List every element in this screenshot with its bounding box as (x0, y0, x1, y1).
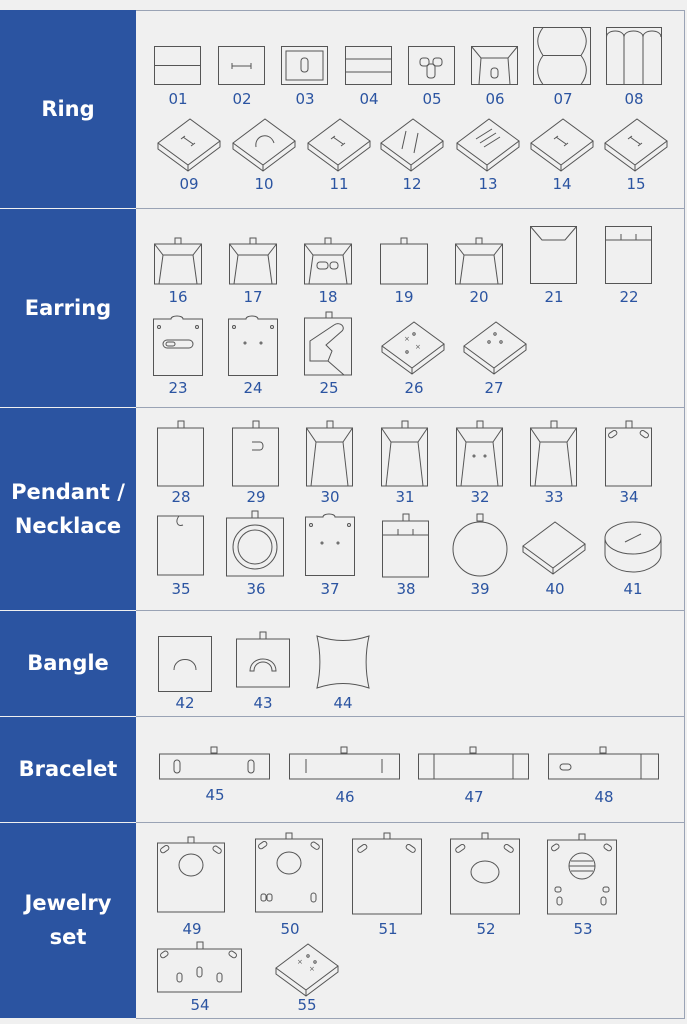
bracelet-bar-pin-icon (289, 746, 401, 782)
pendant-round-card-icon (452, 513, 508, 579)
item-number: 18 (318, 288, 338, 306)
label-separator (0, 208, 136, 209)
item-number: 22 (619, 288, 639, 306)
item-number: 54 (190, 996, 210, 1014)
pendant-card-trapezoid-icon (306, 420, 356, 488)
pendant-box-3d-icon (522, 520, 588, 574)
category-label-jewelry-set: Jewelry set (0, 822, 136, 1018)
item-number: 23 (168, 379, 188, 397)
svg-text:×: × (415, 343, 421, 351)
item-number: 38 (396, 580, 416, 598)
earring-card-notch-icon (228, 315, 280, 377)
item-number: 30 (320, 488, 340, 506)
svg-text:×: × (404, 335, 410, 343)
pendant-card-plain-icon (157, 420, 207, 488)
pendant-card-hook-icon (157, 513, 207, 577)
ring-box-slot-icon (307, 117, 371, 171)
pendant-round-box-icon (603, 520, 665, 576)
item-number: 53 (573, 920, 593, 938)
pendant-card-fold-icon (530, 420, 580, 488)
ring-box-double-icon (380, 117, 444, 171)
item-number: 45 (205, 786, 225, 804)
pendant-card-loop-icon (232, 420, 282, 488)
ring-framed-slot-icon (281, 46, 329, 86)
bangle-card-arch-icon (158, 636, 214, 692)
item-number: 09 (179, 175, 199, 193)
pendant-card-corner-icon (605, 420, 655, 488)
item-number: 15 (626, 175, 646, 193)
label-separator (0, 716, 136, 717)
item-number: 27 (484, 379, 504, 397)
set-card-chain-icon (352, 832, 424, 916)
ring-double-slot-icon (345, 46, 393, 86)
item-number: 26 (404, 379, 424, 397)
category-label-bracelet: Bracelet (0, 716, 136, 822)
svg-text:×: × (309, 965, 315, 973)
pendant-card-ring-icon (226, 510, 286, 578)
ring-box-3d-icon (157, 117, 221, 171)
ring-box-arch-icon (232, 117, 296, 171)
item-number: 19 (394, 288, 414, 306)
ring-box-bar-icon (530, 117, 594, 171)
item-number: 40 (545, 580, 565, 598)
item-number: 16 (168, 288, 188, 306)
set-card-oval-icon (450, 832, 522, 916)
ring-tall-wave-icon (533, 27, 593, 87)
set-card-clips-icon (255, 832, 325, 916)
item-number: 13 (478, 175, 498, 193)
earring-tall-pocket-icon (605, 226, 655, 286)
item-number: 24 (243, 379, 263, 397)
item-number: 10 (254, 175, 274, 193)
bangle-pillow-icon (315, 634, 373, 692)
item-number: 01 (168, 90, 188, 108)
item-number: 31 (395, 488, 415, 506)
row-content-bangle (136, 610, 685, 716)
item-number: 49 (182, 920, 202, 938)
item-number: 35 (171, 580, 191, 598)
item-number: 47 (464, 788, 484, 806)
item-number: 28 (171, 488, 191, 506)
item-number: 20 (469, 288, 489, 306)
category-label-ring: Ring (0, 10, 136, 208)
earring-card-flat-icon (380, 237, 430, 285)
earring-tall-card-icon (530, 226, 580, 286)
ring-clip-pad-icon (408, 46, 456, 86)
item-number: 41 (623, 580, 643, 598)
item-number: 04 (359, 90, 379, 108)
item-number: 05 (422, 90, 442, 108)
ring-multi-roll-icon (606, 27, 666, 87)
earring-card-clip-icon (304, 237, 354, 285)
category-label-bangle: Bangle (0, 610, 136, 716)
item-number: 25 (319, 379, 339, 397)
earring-box-dots-icon (463, 320, 529, 374)
item-number: 02 (232, 90, 252, 108)
earring-card-trapezoid-icon (154, 237, 204, 285)
item-number: 43 (253, 694, 273, 712)
label-separator (0, 610, 136, 611)
earring-card-bevel-icon (455, 237, 505, 285)
category-label-earring: Earring (0, 208, 136, 407)
item-number: 50 (280, 920, 300, 938)
set-card-wide-icon (157, 941, 245, 995)
earring-stand-card-icon (304, 311, 356, 377)
ring-insert-slot-icon (154, 46, 202, 86)
item-number: 36 (246, 580, 266, 598)
label-separator (0, 822, 136, 823)
item-number: 12 (402, 175, 422, 193)
item-number: 21 (544, 288, 564, 306)
category-label-pendant-necklace: Pendant / Necklace (0, 407, 136, 610)
pendant-card-dots-icon (456, 420, 506, 488)
earring-box-3d-icon (381, 320, 447, 374)
ring-box-small-icon (604, 117, 668, 171)
item-number: 03 (295, 90, 315, 108)
item-number: 08 (624, 90, 644, 108)
item-number: 37 (320, 580, 340, 598)
set-card-ring-slot-icon (547, 833, 619, 917)
ring-pad-bar-icon (218, 46, 266, 86)
item-number: 11 (329, 175, 349, 193)
item-number: 46 (335, 788, 355, 806)
pendant-card-bevel-icon (381, 420, 431, 488)
ring-box-lines-icon (456, 117, 520, 171)
ring-trapezoid-pad-icon (471, 46, 519, 86)
item-number: 52 (476, 920, 496, 938)
earring-card-notch-clip-icon (153, 315, 205, 377)
svg-text:×: × (297, 958, 303, 966)
pendant-card-pocket-icon (382, 513, 432, 579)
pendant-card-notch-icon (305, 513, 357, 577)
bracelet-bar-two-slot-icon (159, 746, 271, 782)
item-number: 14 (552, 175, 572, 193)
item-number: 17 (243, 288, 263, 306)
item-number: 55 (297, 996, 317, 1014)
bracelet-bar-panel-icon (418, 746, 530, 782)
item-number: 29 (246, 488, 266, 506)
item-number: 48 (594, 788, 614, 806)
item-number: 06 (485, 90, 505, 108)
set-box-3d-icon (275, 942, 341, 996)
set-card-pendant-icon (157, 836, 227, 916)
bangle-card-stand-icon (236, 631, 292, 689)
item-number: 51 (378, 920, 398, 938)
item-number: 33 (544, 488, 564, 506)
label-separator (0, 407, 136, 408)
item-number: 44 (333, 694, 353, 712)
bracelet-bar-clip-icon (548, 746, 660, 782)
item-number: 07 (553, 90, 573, 108)
earring-card-fold-icon (229, 237, 279, 285)
item-number: 39 (470, 580, 490, 598)
bottom-border (136, 1018, 685, 1019)
item-number: 32 (470, 488, 490, 506)
item-number: 34 (619, 488, 639, 506)
item-number: 42 (175, 694, 195, 712)
